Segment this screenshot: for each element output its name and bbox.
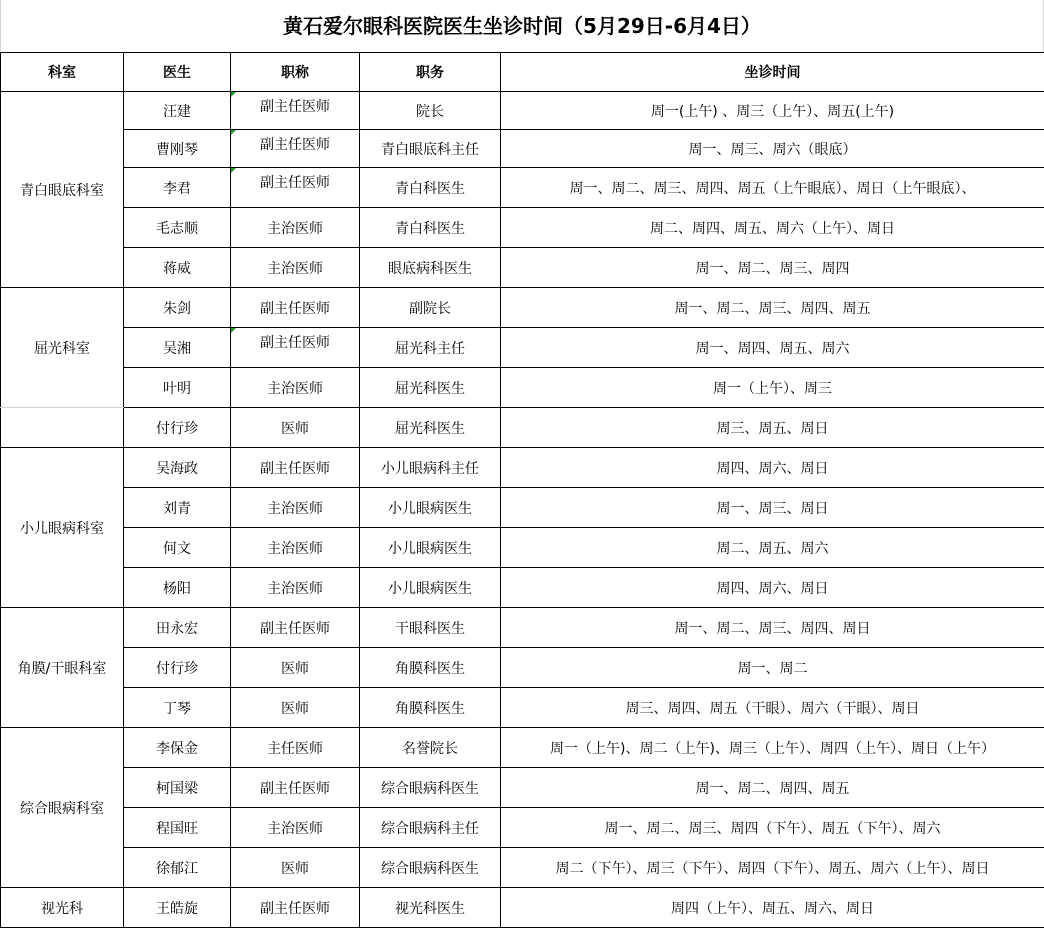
doctor-schedule: 周一（上午）、周三 — [501, 368, 1044, 408]
dept-cell: 视光科 — [1, 888, 124, 928]
doctor-name: 汪建 — [124, 92, 231, 130]
doctor-title: 主治医师 — [231, 368, 360, 408]
doctor-position: 青白科医生 — [360, 208, 501, 248]
doctor-name: 丁琴 — [124, 688, 231, 728]
doctor-title: 副主任医师 — [231, 448, 360, 488]
doctor-title: 主治医师 — [231, 208, 360, 248]
header-row — [1, 53, 1044, 92]
doctor-name: 李君 — [124, 168, 231, 208]
table-row — [1, 168, 1044, 208]
table-row — [1, 528, 1044, 568]
doctor-schedule: 周三、周四、周五（干眼）、周六（干眼）、周日 — [501, 688, 1044, 728]
table-row — [1, 408, 1044, 448]
doctor-schedule: 周一、周二、周三、周四（下午）、周五（下午）、周六 — [501, 808, 1044, 848]
doctor-schedule: 周二（下午）、周三（下午）、周四（下午）、周五、周六（上午）、周日 — [501, 848, 1044, 888]
table-row — [1, 448, 1044, 488]
dept-cell: 角膜/干眼科室 — [1, 608, 124, 728]
dept-cell-empty — [1, 408, 124, 448]
table-row — [1, 92, 1044, 130]
doctor-title: 主治医师 — [231, 528, 360, 568]
doctor-name: 吴海政 — [124, 448, 231, 488]
dept-cell: 屈光科室 — [1, 288, 124, 408]
doctor-name: 毛志顺 — [124, 208, 231, 248]
doctor-name: 何文 — [124, 528, 231, 568]
dept-cell: 综合眼病科室 — [1, 728, 124, 888]
table-row — [1, 688, 1044, 728]
doctor-schedule: 周一、周二、周三、周四、周五 — [501, 288, 1044, 328]
doctor-title: 医师 — [231, 848, 360, 888]
doctor-position: 小儿眼病科主任 — [360, 448, 501, 488]
doctor-title: 医师 — [231, 688, 360, 728]
doctor-name: 王皓旋 — [124, 888, 231, 928]
doctor-position: 综合眼病科主任 — [360, 808, 501, 848]
table-row — [1, 368, 1044, 408]
doctor-title: 主治医师 — [231, 248, 360, 288]
doctor-position: 青白科医生 — [360, 168, 501, 208]
doctor-schedule: 周一、周二、周三、周四、周日 — [501, 608, 1044, 648]
doctor-title: 医师 — [231, 408, 360, 448]
doctor-name: 刘青 — [124, 488, 231, 528]
doctor-title: 主治医师 — [231, 488, 360, 528]
doctor-schedule: 周一、周二、周三、周四、周五（上午眼底）、周日（上午眼底）、 — [501, 168, 1044, 208]
doctor-title: 主任医师 — [231, 728, 360, 768]
table-row — [1, 488, 1044, 528]
doctor-schedule: 周三、周五、周日 — [501, 408, 1044, 448]
table-row — [1, 130, 1044, 168]
header-dept: 科室 — [1, 53, 124, 92]
doctor-name: 付行珍 — [124, 648, 231, 688]
doctor-position: 角膜科医生 — [360, 688, 501, 728]
doctor-title: 医师 — [231, 648, 360, 688]
doctor-title: 副主任医师 — [231, 92, 360, 130]
doctor-position: 屈光科主任 — [360, 328, 501, 368]
doctor-position: 小儿眼病医生 — [360, 528, 501, 568]
doctor-position: 干眼科医生 — [360, 608, 501, 648]
doctor-position: 小儿眼病医生 — [360, 568, 501, 608]
doctor-position: 院长 — [360, 92, 501, 130]
doctor-position: 小儿眼病医生 — [360, 488, 501, 528]
doctor-name: 杨阳 — [124, 568, 231, 608]
doctor-position: 综合眼病科医生 — [360, 848, 501, 888]
doctor-name: 程国旺 — [124, 808, 231, 848]
table-row — [1, 328, 1044, 368]
doctor-schedule: 周一(上午) 、周三（上午）、周五(上午) — [501, 92, 1044, 130]
doctor-name: 李保金 — [124, 728, 231, 768]
doctor-title: 副主任医师 — [231, 168, 360, 208]
doctor-position: 屈光科医生 — [360, 368, 501, 408]
table-row — [1, 248, 1044, 288]
schedule-table — [0, 52, 1044, 928]
doctor-position: 视光科医生 — [360, 888, 501, 928]
doctor-title: 副主任医师 — [231, 768, 360, 808]
doctor-name: 曹刚琴 — [124, 130, 231, 168]
doctor-schedule: 周一（上午)、周二（上午)、周三（上午）、周四（上午）、周日（上午） — [501, 728, 1044, 768]
table-row — [1, 808, 1044, 848]
doctor-name: 柯国梁 — [124, 768, 231, 808]
header-position: 职务 — [360, 53, 501, 92]
doctor-name: 付行珍 — [124, 408, 231, 448]
doctor-schedule: 周一、周三、周六（眼底） — [501, 130, 1044, 168]
doctor-position: 综合眼病科医生 — [360, 768, 501, 808]
dept-cell: 青白眼底科室 — [1, 92, 124, 288]
header-schedule: 坐诊时间 — [501, 53, 1044, 92]
doctor-schedule: 周一、周四、周五、周六 — [501, 328, 1044, 368]
doctor-schedule: 周二、周五、周六 — [501, 528, 1044, 568]
doctor-schedule: 周四（上午）、周五、周六、周日 — [501, 888, 1044, 928]
table-row — [1, 768, 1044, 808]
doctor-schedule: 周四、周六、周日 — [501, 448, 1044, 488]
doctor-name: 吴湘 — [124, 328, 231, 368]
doctor-schedule: 周四、周六、周日 — [501, 568, 1044, 608]
doctor-title: 副主任医师 — [231, 888, 360, 928]
doctor-position: 屈光科医生 — [360, 408, 501, 448]
doctor-position: 名誉院长 — [360, 728, 501, 768]
doctor-schedule: 周二、周四、周五、周六（上午）、周日 — [501, 208, 1044, 248]
doctor-schedule: 周一、周二 — [501, 648, 1044, 688]
doctor-position: 副院长 — [360, 288, 501, 328]
doctor-title: 副主任医师 — [231, 608, 360, 648]
doctor-title: 主治医师 — [231, 808, 360, 848]
table-row — [1, 288, 1044, 328]
doctor-position: 角膜科医生 — [360, 648, 501, 688]
table-row — [1, 728, 1044, 768]
header-title: 职称 — [231, 53, 360, 92]
doctor-name: 蒋威 — [124, 248, 231, 288]
header-doctor: 医生 — [124, 53, 231, 92]
doctor-schedule: 周一、周二、周四、周五 — [501, 768, 1044, 808]
doctor-name: 田永宏 — [124, 608, 231, 648]
doctor-position: 眼底病科医生 — [360, 248, 501, 288]
page-title: 黄石爱尔眼科医院医生坐诊时间（5月29日-6月4日） — [0, 0, 1044, 52]
dept-cell: 小儿眼病科室 — [1, 448, 124, 608]
doctor-title: 副主任医师 — [231, 328, 360, 368]
doctor-name: 徐郁江 — [124, 848, 231, 888]
doctor-name: 叶明 — [124, 368, 231, 408]
table-row — [1, 648, 1044, 688]
doctor-title: 副主任医师 — [231, 130, 360, 168]
doctor-schedule: 周一、周三、周日 — [501, 488, 1044, 528]
doctor-schedule: 周一、周二、周三、周四 — [501, 248, 1044, 288]
doctor-position: 青白眼底科主任 — [360, 130, 501, 168]
doctor-title: 主治医师 — [231, 568, 360, 608]
table-row — [1, 888, 1044, 928]
table-row — [1, 848, 1044, 888]
table-row — [1, 208, 1044, 248]
doctor-title: 副主任医师 — [231, 288, 360, 328]
doctor-name: 朱剑 — [124, 288, 231, 328]
table-row — [1, 568, 1044, 608]
table-row — [1, 608, 1044, 648]
